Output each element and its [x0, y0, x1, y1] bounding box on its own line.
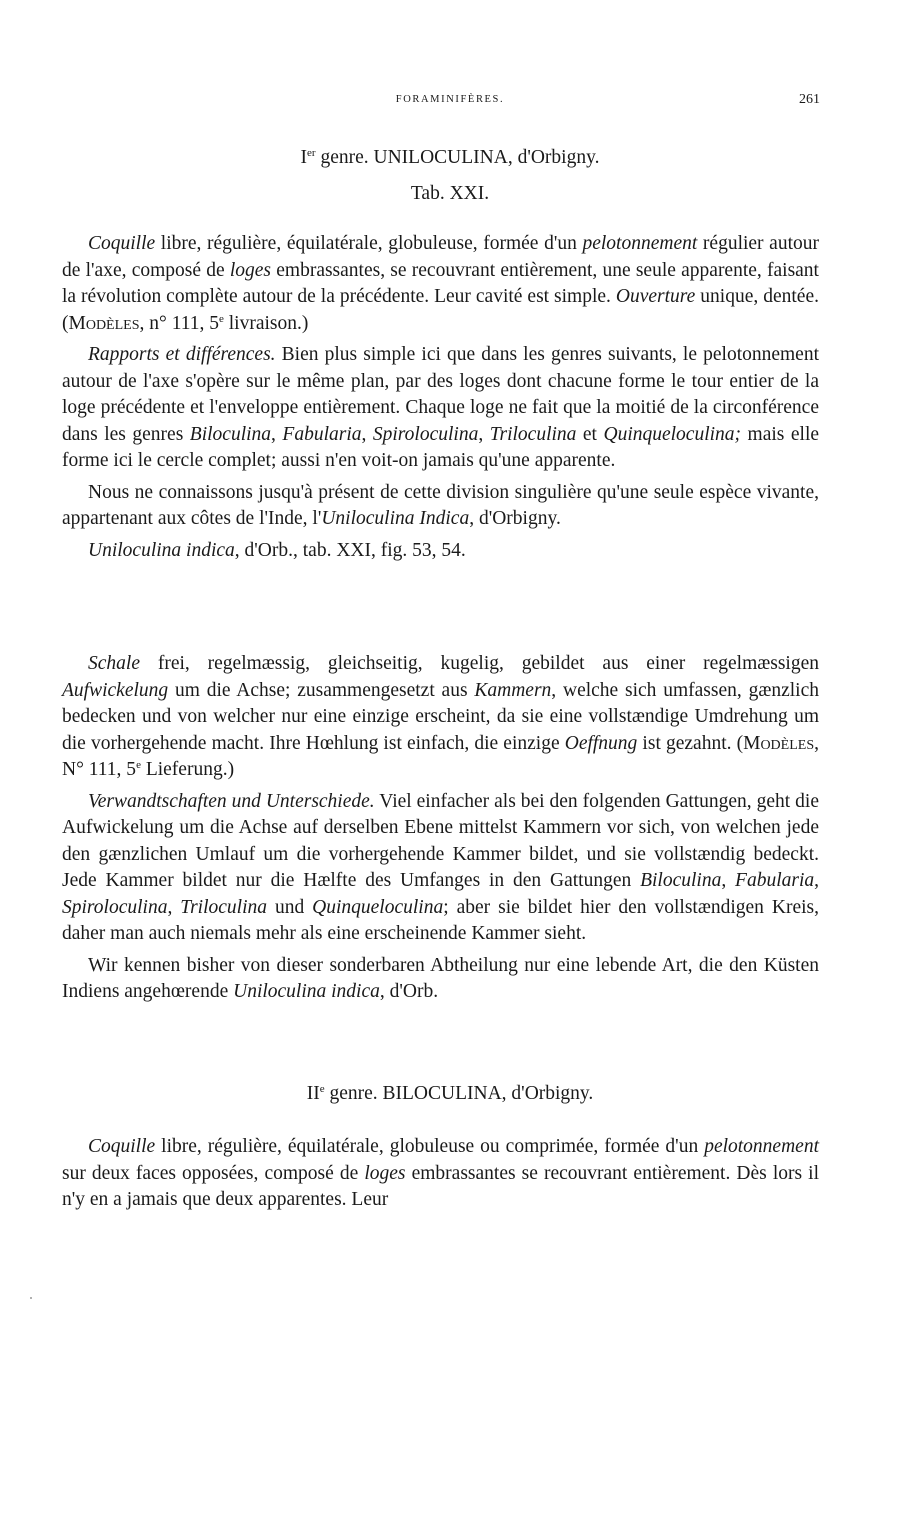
- text-run: mais elle forme ici le cercle complet; aussi n'en voit-on jamais qu'une apparente.: [62, 423, 820, 471]
- text-run: ,: [361, 423, 373, 445]
- paragraph: [62, 342, 819, 475]
- paragraph: [62, 538, 819, 565]
- text-run: um die Achse; zusammengesetzt aus: [168, 679, 475, 701]
- italic-term: Coquille: [88, 233, 156, 254]
- genus-ordinal-suffix: e: [319, 1083, 325, 1095]
- german-description: [62, 651, 819, 1006]
- italic-term: Kammern: [474, 679, 552, 701]
- italic-term: Biloculina: [189, 423, 272, 445]
- text-run: , welche sich umfassen, gænzlich bedecken und von welcher nur eine einzige erscheint, da sie eine vollstændige Umdrehung um die vorhergehende macht. Ihre Hœhlung ist einfach, die einzige: [62, 679, 819, 754]
- italic-term: Uniloculina indica: [88, 539, 235, 561]
- italic-term: Aufwickelung: [62, 679, 169, 701]
- text-run: régulier autour de l'axe, composé de: [62, 233, 819, 281]
- italic-term: Triloculina: [180, 896, 267, 918]
- genus-ordinal: II: [306, 1083, 320, 1104]
- biloculina-description: [62, 1134, 819, 1214]
- text-run: Lieferung.): [140, 759, 235, 780]
- french-description: [62, 231, 819, 564]
- paragraph: [62, 789, 819, 948]
- italic-term: Verwandtschaften und Unterschiede.: [88, 790, 375, 812]
- text-run: Viel einfacher als bei den folgenden Gattungen, geht die Aufwickelung um die Achse auf derselben Ebene mittelst Kammern vor sich, von welchen jede den gænzlichen Umlauf um die vorhergehende Kammer bildet, und sie vollstændig bedeckt. Jede Kammer bildet nur die Hælfte des Umfanges in den Gattungen: [62, 790, 819, 891]
- text-run: und: [266, 896, 313, 918]
- paragraph: [62, 480, 819, 533]
- genus-heading-biloculina: [0, 1083, 900, 1105]
- text-run: Wir kennen bisher von dieser sonderbaren Abtheilung nur eine lebende Art, die den Küsten Indiens angehœrende: [62, 954, 819, 1002]
- text-run: livraison.): [223, 312, 309, 334]
- text-run: Bien plus simple ici que dans les genres suivants, le pelotonnement autour de l'axe s'opère sur le même plan, par des loges dont chacune forme le tour entier de la loge précédente et l'enveloppe entièrement. Chaque loge ne fait que la moitié de la circonférence dans les genres: [62, 344, 820, 445]
- paragraph: [62, 651, 819, 784]
- italic-term: Fabularia: [735, 870, 815, 891]
- italic-term: Coquille: [88, 1136, 156, 1157]
- small-caps-text: Modèles: [68, 312, 140, 334]
- italic-term: Schale: [88, 653, 140, 674]
- text-run: embrassantes se recouvrant entièrement. Dès lors il n'y en a jamais que deux apparentes. Leur: [62, 1162, 819, 1210]
- ink-speck: [30, 1297, 32, 1299]
- genus-title: genre. BILOCULINA, d'Orbigny.: [324, 1083, 594, 1104]
- italic-term: Triloculina: [489, 423, 577, 445]
- italic-term: loges: [229, 259, 272, 281]
- text-run: , N° 111, 5: [62, 732, 819, 780]
- superscript: e: [136, 759, 141, 771]
- italic-term: Ouverture: [615, 286, 696, 307]
- text-run: , n° 111, 5: [139, 312, 219, 334]
- italic-term: Quinqueloculina;: [603, 423, 742, 445]
- italic-term: Biloculina: [640, 870, 722, 891]
- plate-reference: Tab. XXI.: [410, 183, 490, 204]
- text-run: sur deux faces opposées, composé de: [62, 1162, 365, 1184]
- text-run: ,: [721, 870, 736, 891]
- text-run: Nous ne connaissons jusqu'à présent de cette division singulière qu'une seule espèce vivante, appartenant aux côtes de l'Inde, l': [62, 481, 819, 529]
- genus-heading-uniloculina: [0, 147, 900, 169]
- genus-ordinal: I: [300, 147, 308, 168]
- running-title: FORAMINIFÈRES.: [395, 94, 505, 105]
- italic-term: Uniloculina indica: [233, 981, 380, 1002]
- italic-term: pelotonnement: [704, 1136, 819, 1157]
- text-run: , d'Orb., tab. XXI, fig. 53, 54.: [234, 539, 466, 561]
- text-run: et: [576, 423, 604, 445]
- italic-term: pelotonnement: [582, 233, 698, 254]
- text-run: frei, regelmæssig, gleichseitig, kugelig, gebildet aus einer regelmæssigen: [139, 653, 819, 674]
- paragraph: [62, 953, 819, 1006]
- text-run: ,: [814, 870, 820, 891]
- text-run: ,: [167, 896, 181, 918]
- text-run: , d'Orb.: [379, 981, 439, 1002]
- italic-term: Spiroloculina: [62, 896, 168, 918]
- genus-ordinal-suffix: er: [307, 147, 316, 159]
- italic-term: Rapports et différences.: [88, 344, 276, 365]
- running-head: [0, 94, 900, 110]
- text-run: embrassantes, se recouvrant entièrement, une seule apparente, faisant la révolution complète autour de la précédente. Leur cavité est simple.: [62, 259, 819, 307]
- paragraph: [62, 1134, 819, 1214]
- text-run: , d'Orbigny.: [469, 508, 561, 529]
- italic-term: loges: [364, 1162, 406, 1184]
- text-run: ,: [271, 423, 283, 445]
- italic-term: Uniloculina Indica: [321, 508, 470, 529]
- italic-term: Quinqueloculina: [312, 896, 444, 918]
- italic-term: Spiroloculina: [372, 423, 479, 445]
- text-run: libre, régulière, équilatérale, globuleuse, formée d'un: [155, 233, 583, 254]
- text-run: unique, dentée. (: [62, 286, 819, 334]
- page-number: 261: [799, 92, 820, 107]
- italic-term: Oeffnung: [564, 732, 638, 754]
- italic-term: Fabularia: [282, 423, 362, 445]
- text-run: ,: [478, 423, 490, 445]
- text-run: ; aber sie bildet hier den vollstændigen Kreis, daher man auch niemals mehr als eine erscheinende Kammer sieht.: [62, 896, 820, 944]
- text-run: ist gezahnt. (: [637, 732, 744, 754]
- small-caps-text: Modèles: [743, 732, 815, 754]
- text-run: libre, régulière, équilatérale, globuleuse ou comprimée, formée d'un: [155, 1136, 705, 1157]
- genus-title: genre. UNILOCULINA, d'Orbigny.: [315, 147, 600, 168]
- paragraph: [62, 231, 819, 337]
- superscript: e: [219, 312, 224, 325]
